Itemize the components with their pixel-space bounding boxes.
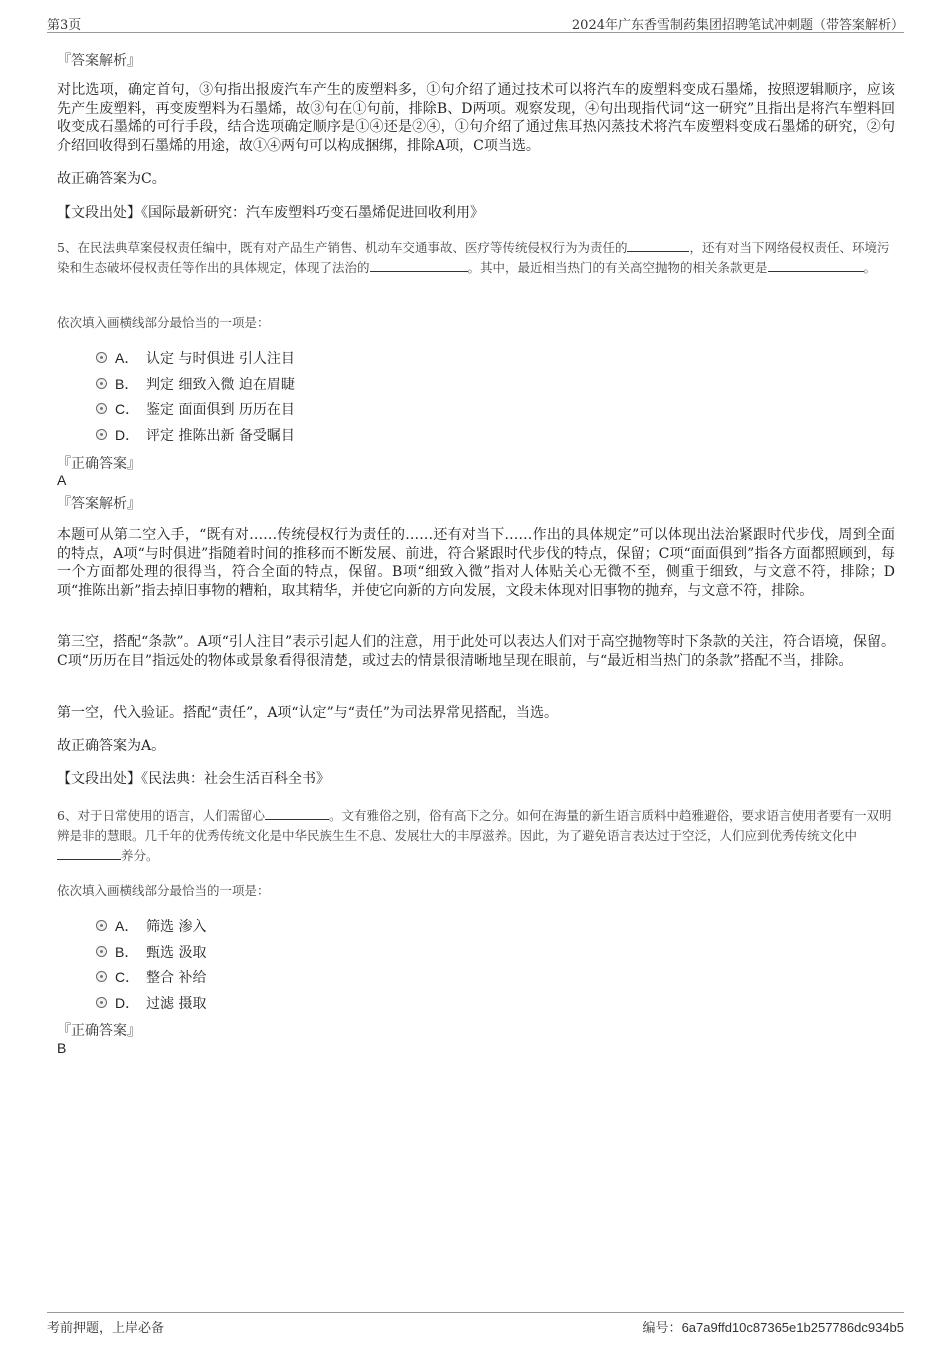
q4-conclusion: 故正确答案为C。	[57, 171, 166, 187]
option-letter: C．	[115, 401, 140, 417]
q4-analysis-label: 『答案解析』	[57, 53, 141, 69]
page-number: 第3页	[47, 18, 82, 33]
q5-analysis-2: 第三空，搭配“条款”。A项“引人注目”表示引起人们的注意，用于此处可以表达人们对于高空抛物等时下条款的关注，符合语境，保留。C项“历历在目”指远处的物体或景象看得很清楚，或过去的情景很清晰地呈现在眼前，与“最近相当热门的条款”搭配不当，排除。	[57, 634, 895, 669]
option-letter: A．	[115, 918, 139, 934]
q5-correct-answer: A	[57, 472, 67, 488]
q4-source: 【文段出处】《国际最新研究：汽车废塑料巧变石墨烯促进回收利用》	[57, 205, 484, 221]
page-footer	[47, 1312, 904, 1336]
q5-source: 【文段出处】《民法典：社会生活百科全书》	[57, 771, 330, 787]
option-text: 过滤 摄取	[146, 996, 207, 1012]
option-letter: C．	[115, 969, 140, 985]
q5-stem-part-1: 5、在民法典草案侵权责任编中，既有对产品生产销售、机动车交通事故、医疗等传统侵权行为为责任的	[57, 240, 628, 255]
blank-3	[768, 258, 864, 272]
q5-correct-label: 『正确答案』	[57, 456, 141, 472]
option-text: 评定 推陈出新 备受瞩目	[146, 428, 295, 444]
radio-icon[interactable]	[96, 403, 107, 414]
option-text: 鉴定 面面俱到 历历在目	[146, 402, 295, 418]
radio-icon[interactable]	[96, 920, 107, 931]
q6-correct-answer: B	[57, 1040, 67, 1056]
radio-icon[interactable]	[96, 352, 107, 363]
radio-icon[interactable]	[96, 971, 107, 982]
q5-conclusion: 故正确答案为A。	[57, 738, 166, 754]
option-letter: D．	[115, 427, 140, 443]
q5-analysis-1: 本题可从第二空入手，“既有对……传统侵权行为责任的……还有对当下……作出的具体规定”可以体现出法治紧跟时代步伐，周到全面的特点，A项“与时俱进”指随着时间的推移而不断发展、前进，符合紧跟时代步伐的特点，保留；C项“面面俱到”指各方面都照顾到，每一个方面都处理的很得当，符合全面的特点，保留。B项“细致入微”指对人体贴关心无微不至，侧重于细致，与文意不符，排除；D项“推陈出新”指去掉旧事物的糟粕，取其精华，并使它向新的方向发展，文段未体现对旧事物的抛弃，与文意不符，排除。	[57, 527, 895, 599]
q5-stem-part-4: 。	[863, 260, 877, 275]
page-header	[47, 14, 904, 33]
q5-analysis-label: 『答案解析』	[57, 496, 141, 512]
radio-icon[interactable]	[96, 378, 107, 389]
blank-1	[265, 806, 329, 820]
radio-icon[interactable]	[96, 997, 107, 1008]
option-text: 判定 细致入微 迫在眉睫	[146, 377, 295, 393]
blank-1	[627, 238, 689, 252]
q5-analysis-3: 第一空，代入验证。搭配“责任”，A项“认定”与“责任”为司法界常见搭配，当选。	[57, 705, 559, 721]
q6-stem-part-2: 。文有雅俗之别，俗有高下之分。如何在海量的新生语言质料中趋雅避俗，要求语言使用者要有一双明辨是非的慧眼。几千年的优秀传统文化是中华民族生生不息、发展壮大的丰厚滋养。因此，为了避免语言表达过于空泛，人们应到优秀传统文化中	[57, 808, 892, 843]
document-code	[643, 1317, 904, 1336]
document-title: 2024年广东香雪制药集团招聘笔试冲刺题（带答案解析）	[571, 18, 904, 33]
option-letter: D．	[115, 995, 140, 1011]
q5-stem-part-2: ，还有对当下网络侵权责任、环境污染和生态破坏侵权责任等作出的具体规定，体现了法治的	[57, 240, 890, 275]
code-label: 编号：	[642, 1321, 682, 1336]
q6-correct-label: 『正确答案』	[57, 1023, 141, 1039]
q4-analysis: 对比选项，确定首句，③句指出报废汽车产生的废塑料多，①句介绍了通过技术可以将汽车的废塑料变成石墨烯，按照逻辑顺序，应该先产生废塑料，再变废塑料为石墨烯，故③句在①句前，排除B、D两项。观察发现，④句出现指代词“这一研究”且指出是将汽车塑料回收变成石墨烯的可行手段，结合选项确定顺序是①④还是②④，①句介绍了通过焦耳热闪蒸技术将汽车废塑料变成石墨烯的研究，②句介绍回收得到石墨烯的用途，故①④两句可以构成捆绑，排除A项，C项当选。	[57, 82, 895, 154]
q5-stem-part-3: 。其中，最近相当热门的有关高空抛物的相关条款更是	[467, 260, 768, 275]
q5-instruction: 依次填入画横线部分最恰当的一项是：	[57, 315, 270, 330]
q5-stem	[57, 238, 895, 278]
footer-slogan: 考前押题，上岸必备	[47, 1321, 165, 1336]
option-letter: A．	[115, 350, 139, 366]
option-text: 认定 与时俱进 引人注目	[146, 351, 295, 367]
option-text: 甄选 汲取	[146, 945, 207, 961]
q6-stem-part-3: 养分。	[121, 848, 159, 863]
option-text: 整合 补给	[146, 970, 207, 986]
radio-icon[interactable]	[96, 429, 107, 440]
option-letter: B．	[115, 944, 139, 960]
radio-icon[interactable]	[96, 946, 107, 957]
q6-stem-part-1: 6、对于日常使用的语言，人们需留心	[57, 808, 265, 823]
option-letter: B．	[115, 376, 139, 392]
q6-instruction: 依次填入画横线部分最恰当的一项是：	[57, 883, 270, 898]
q6-stem	[57, 806, 895, 866]
blank-2	[57, 846, 121, 860]
code-value: 6a7a9ffd10c87365e1b257786dc934b5	[681, 1320, 904, 1335]
option-text: 筛选 渗入	[146, 919, 207, 935]
blank-2	[370, 258, 468, 272]
